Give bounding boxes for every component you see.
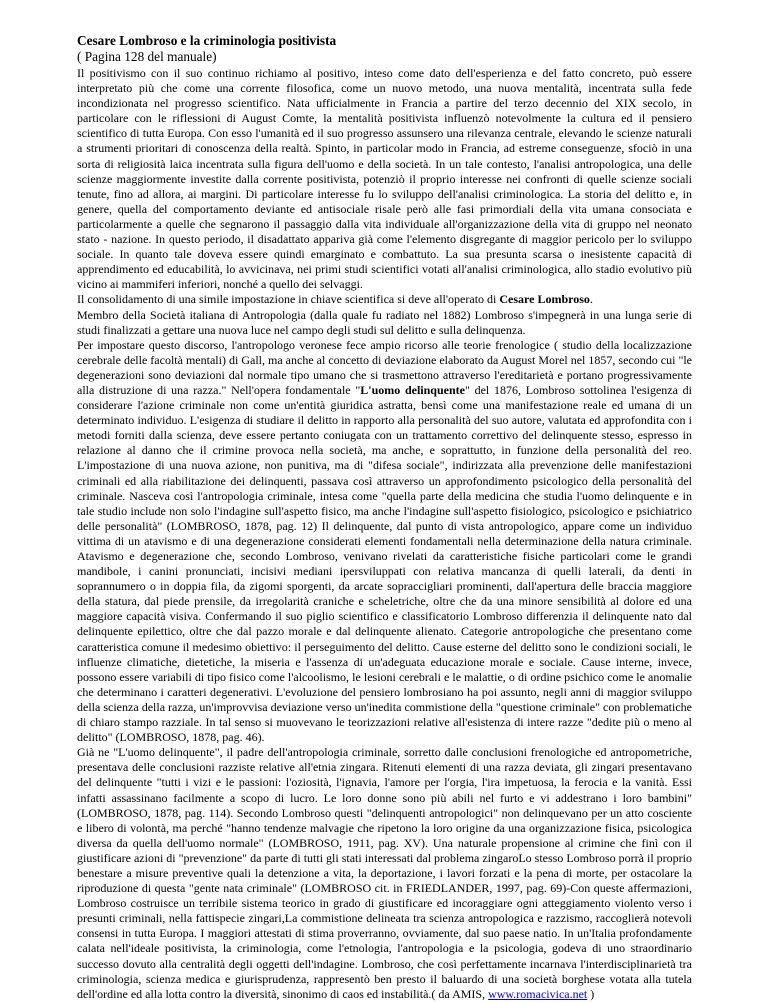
- document-title: Cesare Lombroso e la criminologia positivista: [77, 33, 337, 48]
- paragraph-lombroso-intro: [77, 292, 692, 307]
- document-page: [77, 33, 692, 1002]
- paragraph-text: Il consolidamento di una simile impostazione in chiave scientifica si deve all'operato di: [77, 292, 500, 307]
- paragraph-text: ): [587, 986, 595, 1001]
- paragraph-positivism: Il positivismo con il suo continuo richiamo al positivo, inteso come dato dell'esperienza e del fatto concreto, può essere interpretato più che come una corrente filosofica, come un nuovo metodo, una nuova mentalità, incentrata sulla fede incondizionata nel progresso scientifico. Nata ufficialmente in Francia a partire del terzo decennio del XIX secolo, in particolare con le riflessioni di August Comte, la mentalità positivista influenzò notevolmente la cultura ed il pensiero scientifico di tutta Europa. Con esso l'umanità ed il suo progresso assunsero una rilevanza centrale, elevando le scienze naturali a strumenti prioritari di conoscenza della realtà. Spinto, in particolar modo in Francia, ad estreme conseguenze, sfociò in una sorta di religiosità laica incentrata sulla figura dell'uomo e della società. In un tale contesto, l'analisi antropologica, una delle scienze maggiormente investite dalla corrente positivista, potenziò il proprio interesse nei confronti di quelle scienze sociali tenute, fino ad allora, ai margini. Di particolare interesse fu lo sviluppo dell'analisi criminologica. La storia del delitto e, in genere, quella del comportamento deviante ed antisociale risale però alle fasi primordiali della vita umana consociata e particolarmente a quelle che segnarono il passaggio dalla vita individuale all'organizzazione della vita di gruppo nel neonato stato - nazione. In questo periodo, il disadattato appariva già come l'elemento disgregante di maggior pericolo per lo sviluppo sociale. In quanto tale doveva essere quindi emarginato e combattuto. La sua presunta scarsa o inesistente capacità di apprendimento ed educabilità, lo avvicinava, nei primi studi scientifici votati all'analisi criminologica, allo stadio evolutivo più vicino ai mammiferi inferiori, nonché a quello dei selvaggi.: [77, 66, 692, 292]
- paragraph-society: Membro della Società italiana di Antropologia (dalla quale fu radiato nel 1882) Lombroso s'impegnerà in una lunga serie di studi finalizzati a gettare una nuova luce nel campo degli studi sul delitto e sulla delinquenza.: [77, 307, 692, 337]
- paragraph-text: " del 1876, Lombroso sottolinea l'esigenza di considerare l'azione criminale non come un'entità giuridica astratta, bensì come una manifestazione reale ed umana di un determinato individuo. L'esigenza di studiare il delitto in rapporto alla personalità del suo autore, valutata ed approfondita con i metodi forniti dalla scienza, deve essere pertanto coniugata con un trattamento correttivo del delinquente stesso, espresso in relazione al danno che il crimine provoca nella società, ma anche, e soprattutto, in funzione della personalità del reo. L'impostazione di una nuova azione, non punitiva, ma di "difesa sociale", indirizzata alla prevenzione delle manifestazioni criminali ed alla riabilitazione dei delinquenti, passava così attraverso un approfondimento psicologico della personalità del criminale. Nasceva così l'antropologia criminale, intesa come "quella parte della medicina che studia l'uomo delinquente e in tale studio include non solo l'indagine sull'aspetto fisico, ma anche l'indagine sull'aspetto fisiologico, psicologico e psichiatrico delle personalità" (LOMBROSO, 1878, pag. 12) Il delinquente, dal punto di vista antropologico, appare come un individuo vittima di un atavismo e di una degenerazione considerati elementi fondamentali nella determinazione della natura criminale. Atavismo e degenerazione che, secondo Lombroso, venivano rivelati da caratteristiche fisiche particolari come le grandi mandibole, i canini pronunciati, incisivi mediani ipersviluppati con relativa mancanza di quelli laterali, da denti in soprannumero o in doppia fila, da zigomi sporgenti, da arcate sopraccigliari prominenti, dall'apertura delle braccia maggiore della statura, dal piede prensile, da irregolarità craniche e scheletriche, oltre che da una minore sensibilità al dolore ed una maggiore capacità visiva. Confermando il suo piglio scientifico e classificatorio Lombroso differenzia il delinquente nato dal delinquente epilettico, oltre che dal pazzo morale e dal delinquente alienato. Categorie antropologiche che presentano come caratteristica comune il medesimo obiettivo: il perseguimento del delitto. Cause esterne del delitto sono le condizioni sociali, le influenze climatiche, dietetiche, la miseria e l'assenza di un'adeguata educazione morale e sociale. Cause interne, invece, possono essere variabili di tipo fisico come l'alcoolismo, le lesioni cerebrali e le malattie, o di ordine psichico come le anomalie che determinano i caratteri degenerativi. L'evoluzione del pensiero lombrosiano ha poi assunto, negli anni di maggior sviluppo della scienza della razza, un'improvvisa deviazione verso un'inedita commistione della "questione criminale" con problematiche di chiaro stampo razziale. In tal senso si muovevano le teorizzazioni relative all'esistenza di intere razze "dedite più o meno al delitto" (LOMBROSO, 1878, pag. 46).: [77, 382, 693, 745]
- bold-name: Cesare Lombroso: [499, 292, 590, 307]
- bold-book-title: L'uomo delinquente: [360, 382, 465, 397]
- document-subtitle: ( Pagina 128 del manuale): [77, 49, 217, 64]
- paragraph-zingari: [77, 745, 692, 1002]
- paragraph-text: Già ne "L'uomo delinquente", il padre dell'antropologia criminale, sorretto dalle conclusioni frenologiche ed antropometriche, presentava delle conclusioni razziste relative all'etnia zingara. Ritenuti elementi di una razza deviata, gli zingari presentavano del delinquente "tutti i vizi e le passioni: l'oziosità, l'ignavia, l'amore per l'orgia, l'ira impetuosa, la ferocia e la vanità. Essi infatti assassinano facilmente a scopo di lucro. Le loro donne sono più abili nel furto e vi addestrano i loro bambini" (LOMBROSO, 1878, pag. 114). Secondo Lombroso questi "delinquenti antropologici" non delinquevano per un atto cosciente e libero di volontà, ma perché "hanno tendenze malvagie che ripetono la loro origine da una organizzazione fisica, psicologica diversa da quella dell'uomo normale" (LOMBROSO, 1911, pag. XV). Una naturale propensione al crimine che finì con il giustificare azioni di "prevenzione" da parte di tutti gli stati interessati dal problema zingaroLo stesso Lombroso porrà il proprio benestare a misure preventive quali la detenzione a vita, la deportazione, i lavori forzati e la pena di morte, per ostacolare la riproduzione di questa "gente nata criminale" (LOMBROSO cit. in FRIEDLANDER, 1997, pag. 69)-Con queste affermazioni, Lombroso costruisce un terribile sistema teorico in grado di giustificare ed incoraggiare ogni atteggiamento violento verso i presunti criminali, nella fattispecie zingari,La commistione delineata tra scienza antropologica e razzismo, raccoglierà notevoli consensi in tutta Europa. I maggiori attestati di stima proverranno, ovviamente, dal suo paese natio. In un'Italia profondamente calata nell'ideale positivista, la criminologia, come l'etnologia, l'antropologia e la psicologia, godeva di uno straordinario successo dovuto alla centralità degli oggetti dell'indagine. Lombroso, che così perfettamente incarnava l'interdisciplinarietà tra criminologia, scienza medica e giurisprudenza, rappresentò ben presto il baluardo di una società borghese votata alla tutela dell'ordine ed alla lotta contro la diversità, sinonimo di caos ed instabilità.( da AMIS,: [77, 745, 692, 1001]
- paragraph-text: Per impostare questo discorso, l'antropologo veronese fece ampio ricorso alle teorie frenologice ( studio della localizzazione cerebrale delle facoltà mentali) di Gall, ma anche al concetto di deviazione elaborato da August Morel nel 1857, secondo cui "le degenerazioni sono deviazioni dal normale tipo umano che si trasmettono attraverso l'ereditarietà e portano progressivamente alla distruzione di una razza." Nell'opera fondamentale ": [77, 337, 692, 397]
- paragraph-uomo-delinquente: [77, 338, 692, 746]
- source-link[interactable]: www.romacivica.net: [488, 986, 588, 1001]
- paragraph-text: .: [589, 292, 593, 307]
